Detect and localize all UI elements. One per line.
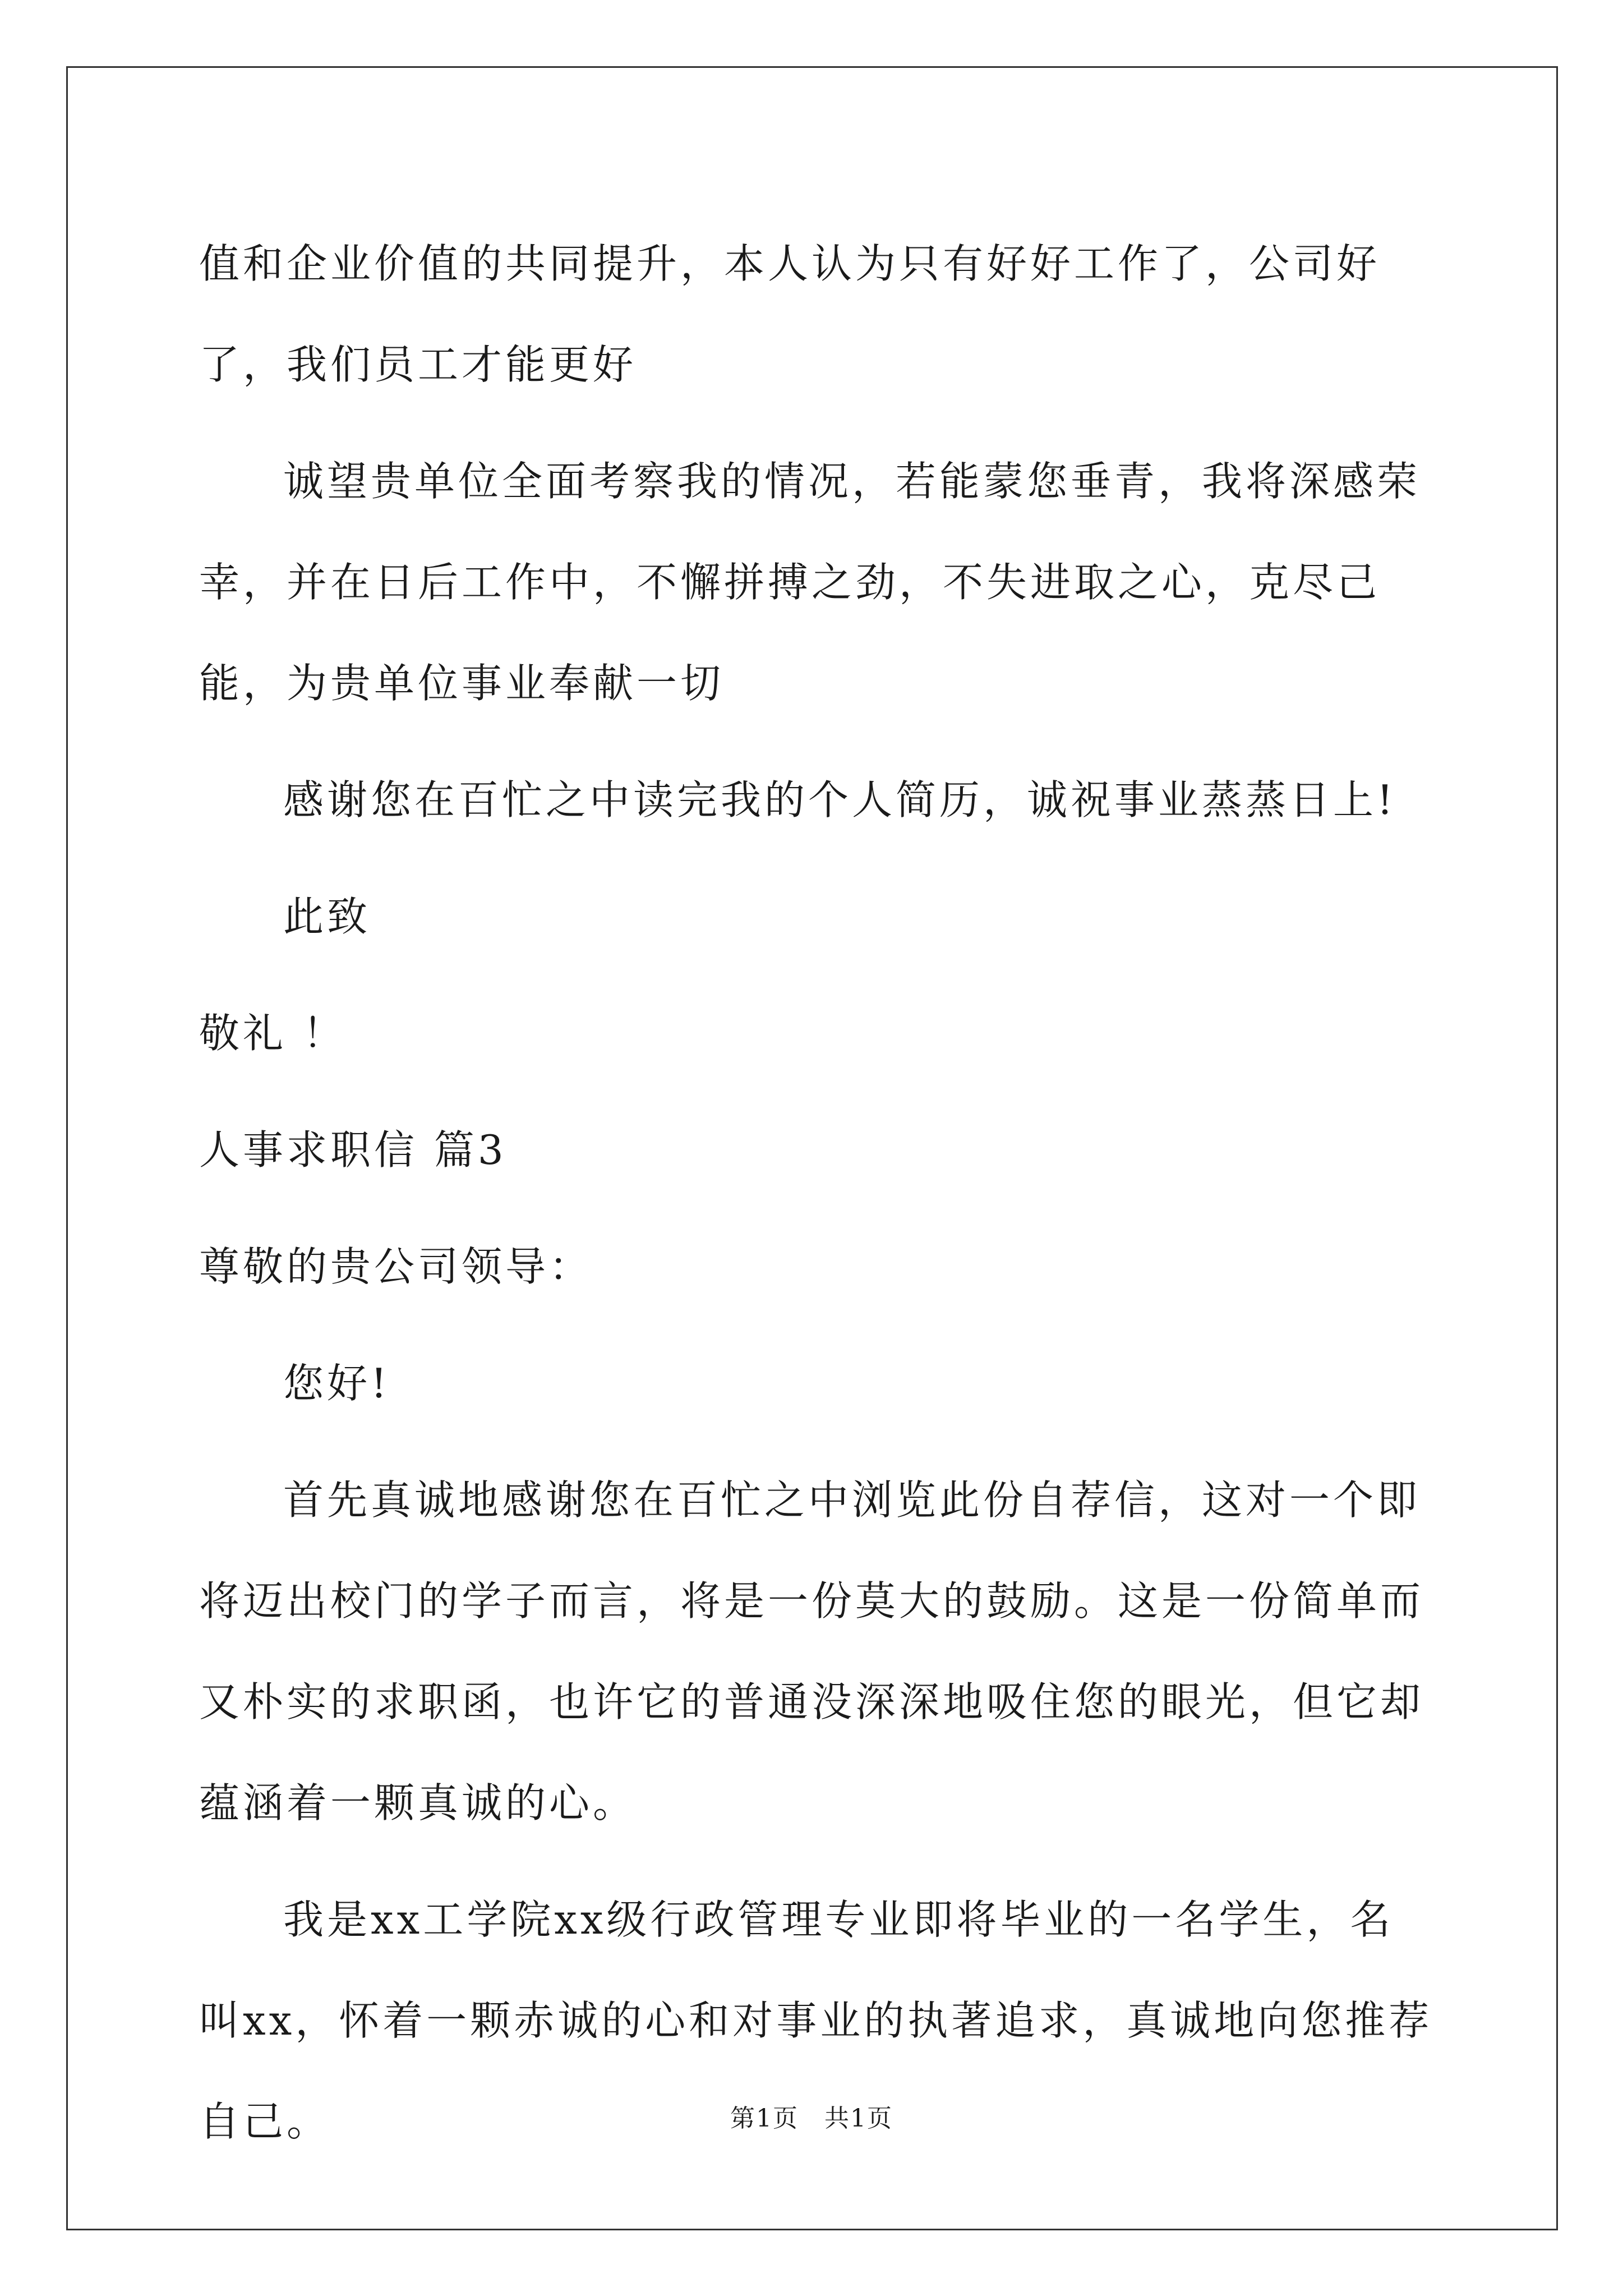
paragraph-1: 值和企业价值的共同提升，本人认为只有好好工作了，公司好了，我们员工才能更好 (199, 240, 1381, 388)
paragraph-intro: 首先真诚地感谢您在百忙之中浏览此份自荐信，这对一个即将迈出校门的学子而言，将是一份莫大的鼓励。这是一份简单而又朴实的求职函，也许它的普通没深深地吸住您的眼光，但它却蕴涵着一颗真诚的心。 (199, 1476, 1424, 1826)
greeting-hello: 您好! (283, 1360, 390, 1407)
paragraph-self-intro: 我是xx工学院xx级行政管理专业即将毕业的一名学生，名叫xx，怀着一颗赤诚的心和对事业的执著追求，真诚地向您推荐自己。 (199, 1896, 1433, 2145)
section-title: 人事求职信 篇3 (199, 1126, 507, 1174)
greeting-recipient: 尊敬的贵公司领导： (199, 1243, 593, 1290)
page-number-footer: 第1页 共1页 (730, 2104, 893, 2133)
closing-salutation: 此致 (283, 893, 371, 940)
paragraph-3: 感谢您在百忙之中读完我的个人简历，诚祝事业蒸蒸日上! (283, 776, 1396, 823)
closing-regards: 敬礼 ！ (199, 1010, 347, 1057)
document-body (199, 213, 1433, 2188)
paragraph-2: 诚望贵单位全面考察我的情况，若能蒙您垂青，我将深感荣幸，并在日后工作中，不懈拼搏之劲，不失进取之心，克尽己能，为贵单位事业奉献一切 (199, 458, 1421, 707)
